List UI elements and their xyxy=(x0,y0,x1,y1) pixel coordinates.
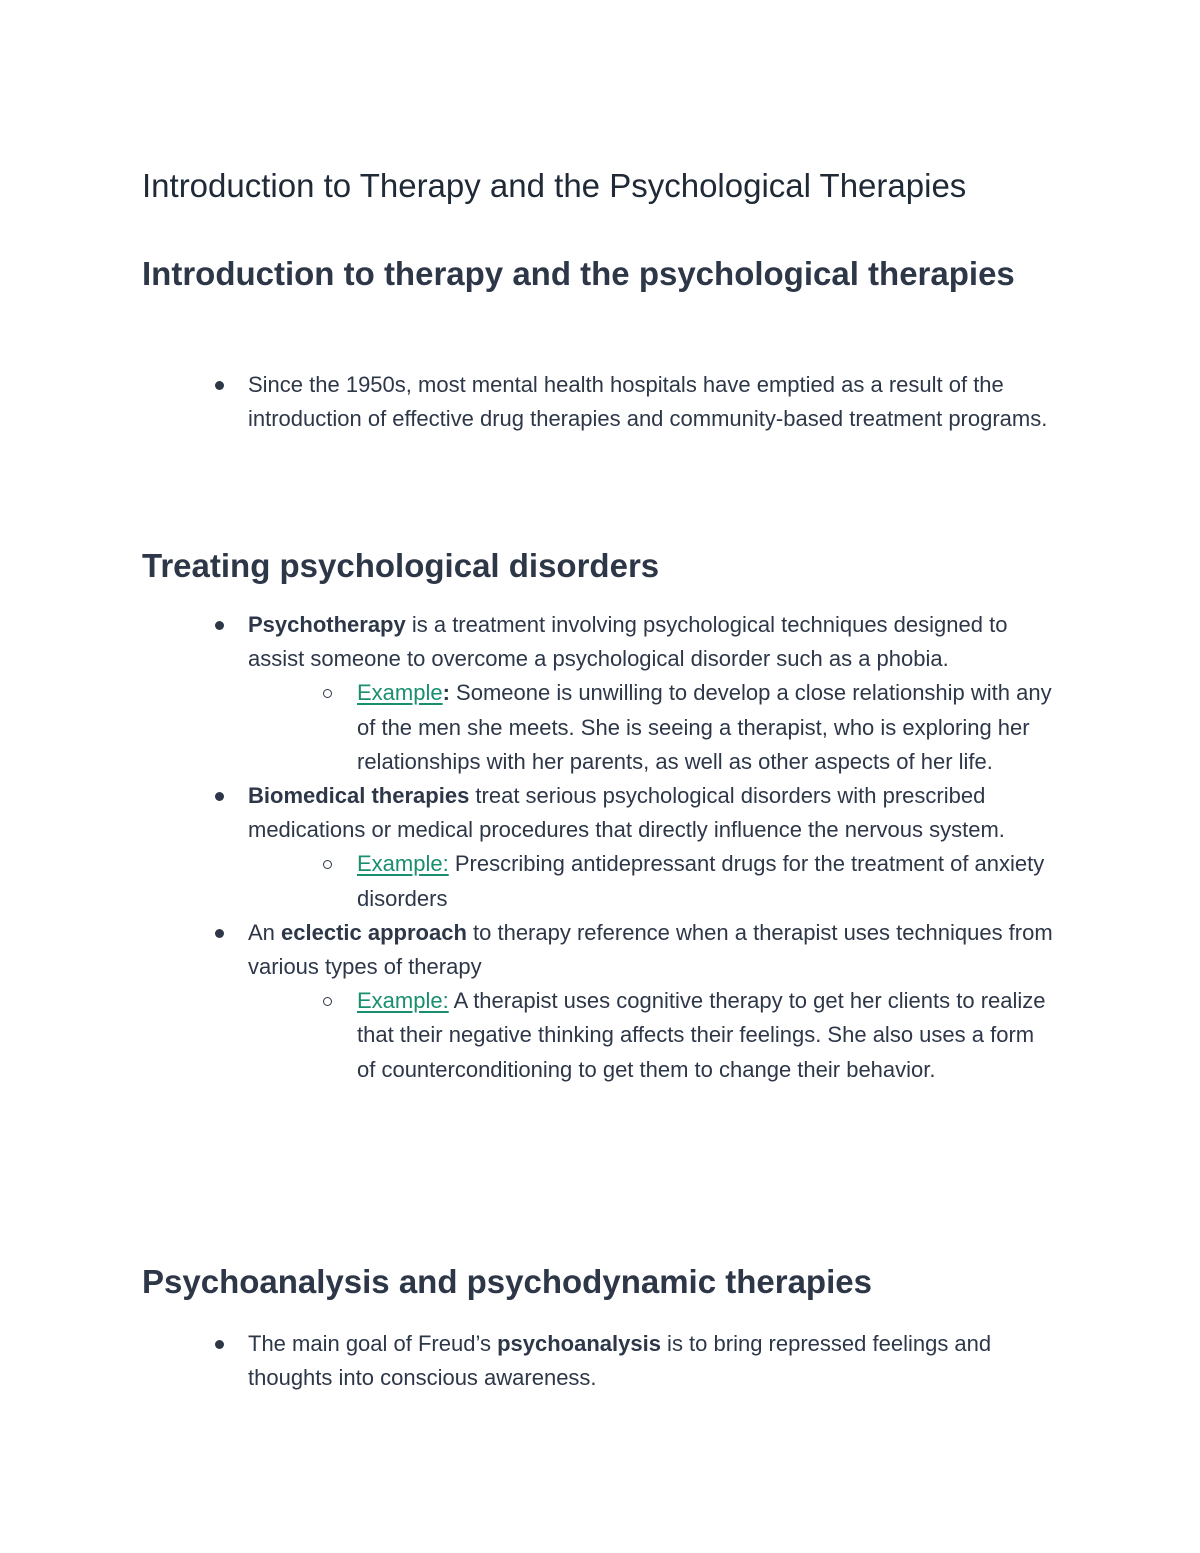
bullet-list-treating xyxy=(0,608,1200,1087)
bullet-prefix: An xyxy=(248,919,282,945)
term-biomedical-therapies: Biomedical therapies xyxy=(248,783,470,809)
hollow-circle-icon xyxy=(323,689,332,698)
bullet-prefix: The main goal of Freud’s xyxy=(248,1331,498,1356)
bullet-text: Since the 1950s, most mental health hospitals have emptied as a result of the introduction of effective drug therapies and community-based treatment programs. xyxy=(248,372,1048,432)
bullet-dot-icon xyxy=(215,929,224,938)
sub-list-item xyxy=(357,847,1057,915)
bullet-text: treat serious psychological disorders with prescribed medications or medical procedures that directly influence the nervous system. xyxy=(248,783,1005,843)
sub-list-item xyxy=(357,984,1057,1087)
example-link[interactable]: Example xyxy=(357,680,443,706)
bullet-dot-icon xyxy=(215,792,224,801)
bullet-text: is a treatment involving psychological techniques designed to assist someone to overcome a psychological disorder such as a phobia. xyxy=(248,612,1008,672)
hollow-circle-icon xyxy=(323,997,332,1006)
list-item xyxy=(0,916,1058,1087)
example-colon: : xyxy=(442,680,450,706)
example-text: A therapist uses cognitive therapy to get her clients to realize that their negative thinking affects their feelings. She also uses a form of counterconditioning to get them to change their behavior. xyxy=(357,988,1046,1082)
example-link[interactable]: Example: xyxy=(357,988,449,1014)
term-eclectic-approach: eclectic approach xyxy=(281,919,467,945)
hollow-circle-icon xyxy=(323,860,332,869)
bullet-dot-icon xyxy=(215,1340,224,1349)
list-item xyxy=(0,368,1058,436)
sub-list xyxy=(248,847,1058,915)
term-psychoanalysis: psychoanalysis xyxy=(497,1331,661,1356)
bullet-dot-icon xyxy=(215,381,224,390)
list-item xyxy=(0,1327,1058,1395)
example-text: Prescribing antidepressant drugs for the treatment of anxiety disorders xyxy=(357,851,1045,911)
document-title: Introduction to Therapy and the Psychological Therapies xyxy=(142,167,967,204)
bullet-list-intro xyxy=(0,368,1200,436)
list-item xyxy=(0,608,1058,779)
list-item xyxy=(0,779,1058,916)
bullet-list-psychoanalysis xyxy=(0,1327,1200,1395)
sub-list-item xyxy=(357,676,1057,779)
sub-list xyxy=(248,984,1058,1087)
example-text: Someone is unwilling to develop a close relationship with any of the men she meets. She is seeing a therapist, who is exploring her relationships with her parents, as well as other aspects of her life. xyxy=(357,680,1052,774)
example-link[interactable]: Example: xyxy=(357,851,449,877)
bullet-text: to therapy reference when a therapist uses techniques from various types of therapy xyxy=(248,919,1053,980)
section-heading-intro: Introduction to therapy and the psychological therapies xyxy=(142,255,1015,292)
section-heading-treating: Treating psychological disorders xyxy=(142,547,660,584)
section-heading-psychoanalysis: Psychoanalysis and psychodynamic therapies xyxy=(142,1263,872,1300)
bullet-dot-icon xyxy=(215,621,224,630)
sub-list xyxy=(248,676,1058,779)
bullet-text: is to bring repressed feelings and thoughts into conscious awareness. xyxy=(248,1331,992,1391)
term-psychotherapy: Psychotherapy xyxy=(248,612,406,637)
